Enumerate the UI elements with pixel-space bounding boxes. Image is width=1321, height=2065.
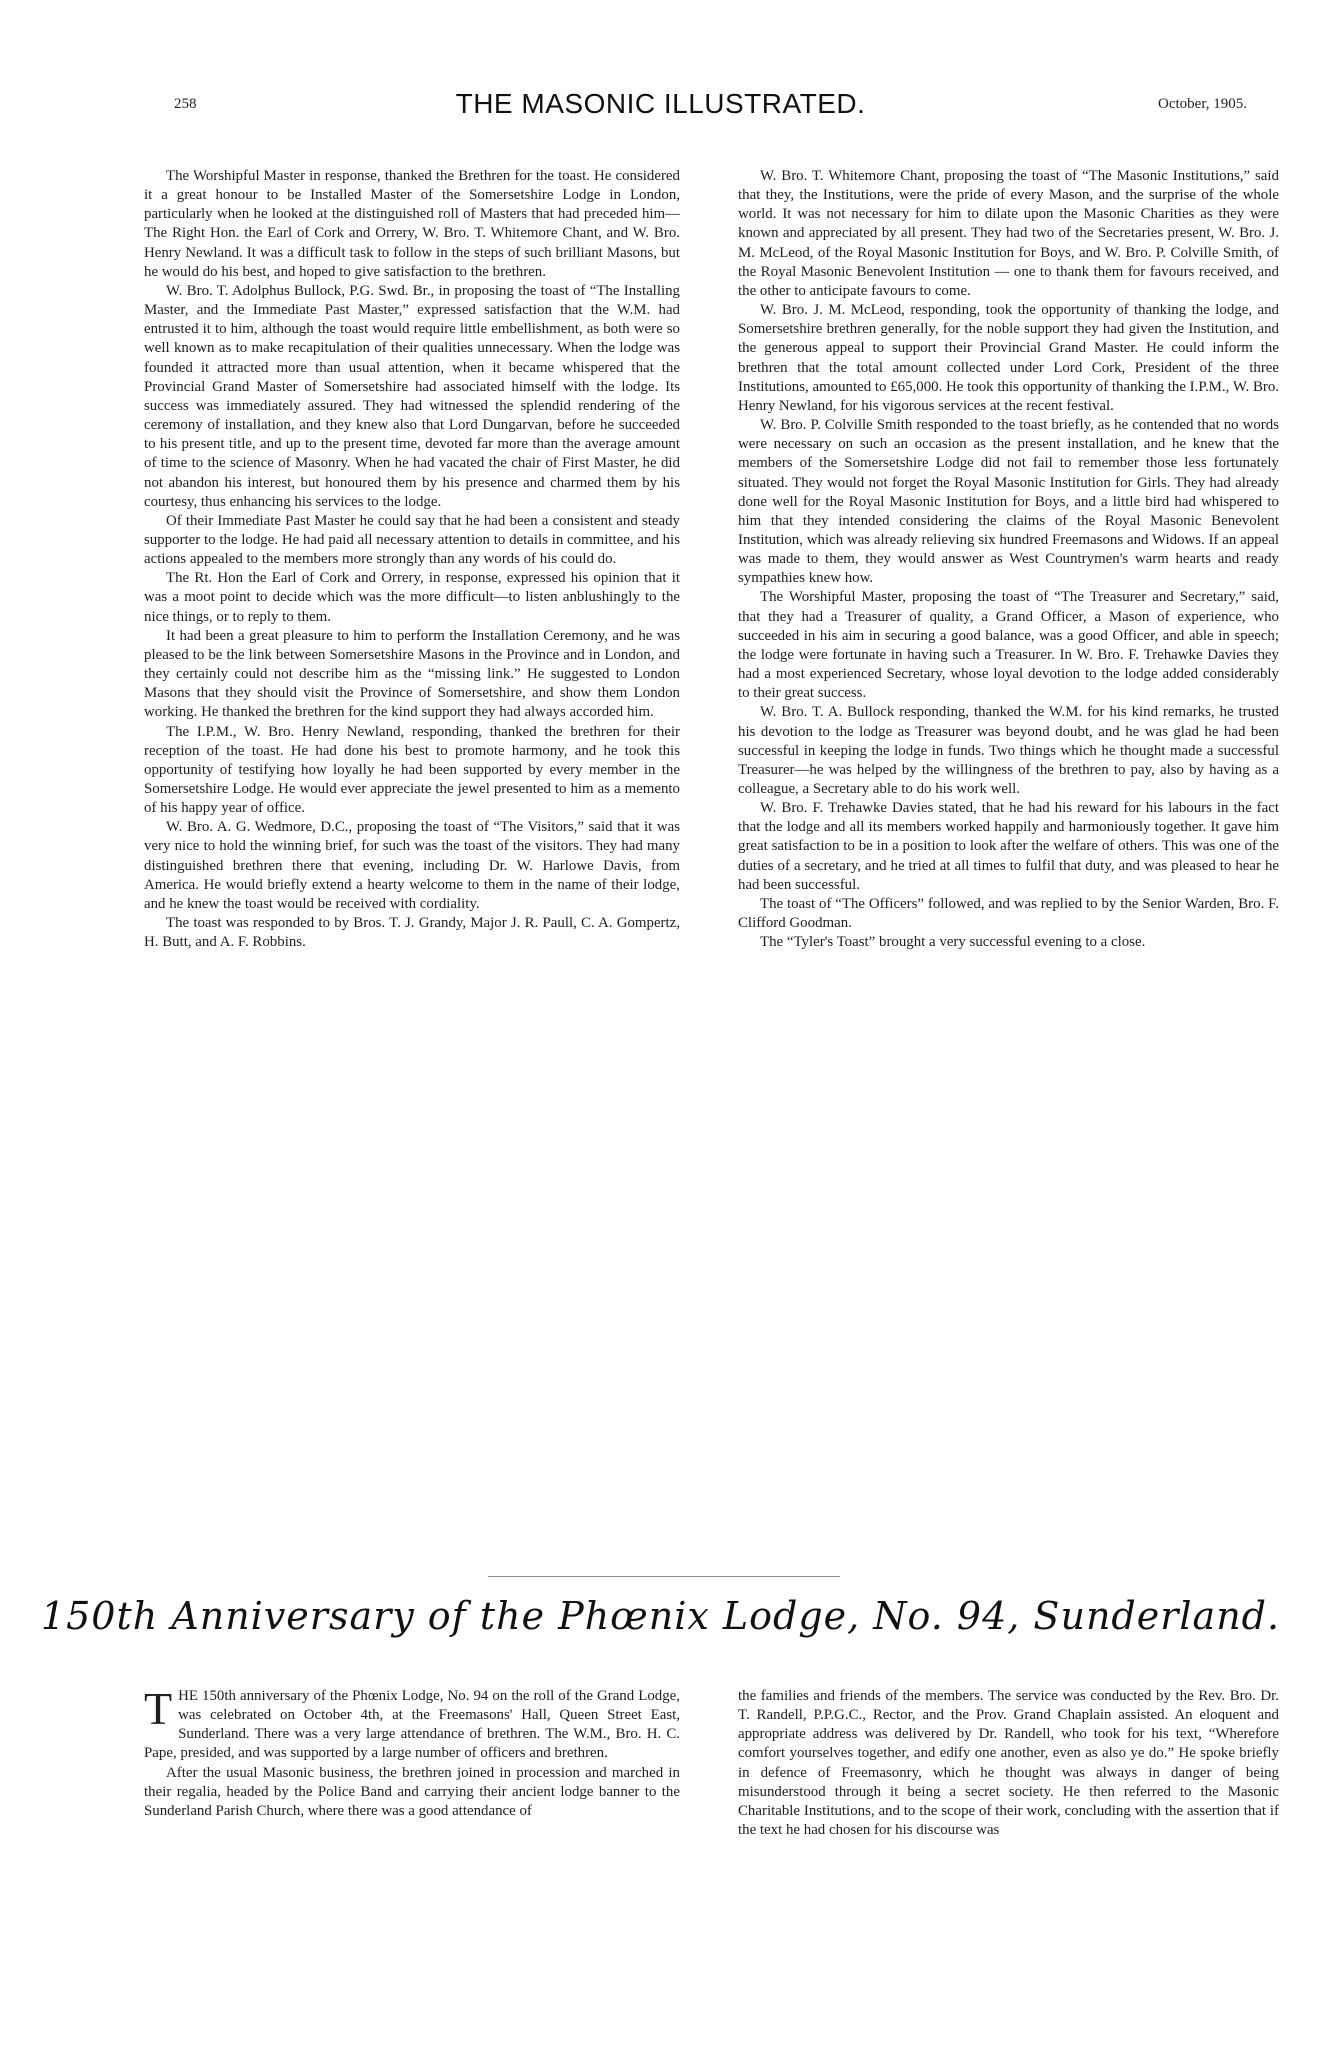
paragraph: The Worshipful Master in response, thanked the Brethren for the toast. He considered it a great honour to be Installed Master of the Somersetshire Lodge in London, particularly when he looked at the distinguished roll of Masters that had preceded him— The Right Hon. the Earl of Cork and Orrery, W. Bro. T. Whitemore Chant, and W. Bro. Henry Newland. It was a difficult task to follow in the steps of such brilliant Masons, but he would do his best, and hoped to give satisfaction to the brethren. [144, 168, 680, 280]
paragraph: the families and friends of the members. The service was conducted by the Rev. Bro. Dr. T. Randell, P.P.G.C., Rector, and the Prov. Grand Chaplain assisted. An eloquent and appropriate address was delivered by Dr. Randell, who took for his text, “Wherefore comfort yourselves together, and edify one another, even as also ye do.” He spoke briefly in defence of Freemasonry, which he thought was always in danger of being misunderstood through it being a secret society. He then referred to the Masonic Charitable Institutions, and to the scope of their work, concluding with the assertion that if the text he had chosen for his discourse was [738, 1688, 1279, 1839]
paragraph: W. Bro. J. M. McLeod, responding, took the opportunity of thanking the lodge, and Somersetshire brethren generally, for the noble support they had given the Institution, and the generous appeal to support their Provincial Grand Master. He could inform the brethren that the total amount collected under Lord Cork, President of the three Institutions, amounted to £65,000. He took this opportunity of thanking the I.P.M., W. Bro. Henry Newland, for his vigorous services at the recent festival. [738, 302, 1280, 414]
paragraph: W. Bro. P. Colville Smith responded to the toast briefly, as he contended that no words were necessary on such an occasion as the present installation, and he knew that the members of the Somersetshire Lodge did not fail to remember those less fortunately situated. They would not forget the Royal Masonic Institution for Girls. They had already done well for the Royal Masonic Institution for Boys, and a little bird had whispered to him that they intended considering the claims of the Royal Masonic Benevolent Institution, which was already relieving six hundred Freemasons and Widows. If an appeal was made to them, they would answer as West Countrymen's warm hearts and ready sympathies knew how. [738, 417, 1279, 587]
section-divider [690, 1576, 840, 1577]
paragraph: The toast of “The Officers” followed, and was replied to by the Senior Warden, Bro. F. Clifford Goodman. [738, 895, 1279, 932]
paragraph: The Rt. Hon the Earl of Cork and Orrery, in response, expressed his opinion that it was a moot point to decide which was the more difficult—to listen anblushingly to the nice things, or to reply to them. [144, 570, 680, 625]
article-heading: 150th Anniversary of the Phœnix Lodge, No. 94, Sunderland. [40, 1594, 1281, 1638]
page-number: 258 [174, 96, 197, 112]
issue-date: October, 1905. [1158, 96, 1247, 112]
paragraph: The I.P.M., W. Bro. Henry Newland, responding, thanked the brethren for their reception of the toast. He had done his best to promote harmony, and he took this opportunity of testifying how loyally he had been supported by every member in the Somersetshire Lodge. He would ever appreciate the jewel presented to him as a memento of his happy year of office. [144, 723, 680, 817]
paragraph: W. Bro. T. Adolphus Bullock, P.G. Swd. Br., in proposing the toast of “The Installing Master, and the Immediate Past Master,” expressed satisfaction that the W.M. had entrusted it to him, although the toast would require little embellishment, as both were so well known as to make recapitulation of their qualities unnecessary. When the lodge was founded it attracted more than usual attention, when it became whispered that the Provincial Grand Master of Somersetshire had associated himself with the lodge. Its success was immediately assured. They had witnessed the splendid rendering of the ceremony of installation, and they knew also that Lord Dungarvan, before he succeeded to his present title, and up to the present time, devoted far more than the average amount of time to the science of Masonry. When he had vacated the chair of First Master, he did not abandon his interest, but honoured them by his presence and charmed them by his courtesy, thus enhancing his services to the lodge. [144, 282, 680, 510]
opening-text: HE 150th anniversary of the Phœnix Lodge, No. 94 on the roll of the Grand Lodge, was celebrated on October 4th, at the Freemasons' Hall, Queen Street East, Sunderland. There was a very large attendance of brethren. The W.M., Bro. H. C. Pape, presided, and was supported by a large number of officers and brethren. [144, 1688, 680, 1762]
publication-title: THE MASONIC ILLUSTRATED. [455, 88, 866, 119]
article-left-column [144, 167, 680, 952]
paragraph: Of their Immediate Past Master he could say that he had been a consistent and steady supporter to the lodge. He had paid all necessary attention to details in committee, and his actions appealed to the members more strongly than any words of his could do. [144, 512, 680, 568]
article-right-column [738, 167, 1279, 952]
paragraph: It had been a great pleasure to him to perform the Installation Ceremony, and he was pleased to be the link between Somersetshire Masons in the Province and in London, and they certainly could not describe him as the “missing link.” He suggested to London Masons that they should visit the Province of Somersetshire, and show them London working. He thanked the brethren for the kind support they had always accorded him. [144, 627, 680, 721]
opening-paragraph [144, 1683, 680, 1764]
paragraph: The Worshipful Master, proposing the toast of “The Treasurer and Secretary,” said, that they had a Treasurer of quality, a Grand Officer, a Mason of experience, who succeeded in his aim in securing a good balance, was a good Officer, and able in speech; the lodge were fortunate in having such a Treasurer. In W. Bro. F. Trehawke Davies they had a most experienced Secretary, whose loyal devotion to the lodge added considerably to their great success. [738, 589, 1279, 702]
paragraph: The “Tyler's Toast” brought a very successful evening to a close. [760, 934, 1146, 951]
article2-left-column [144, 1683, 680, 1821]
paragraph: W. Bro. T. Whitemore Chant, proposing the toast of “The Masonic Institutions,” said that they, the Institutions, were the pride of every Mason, and the surprise of the whole world. It was not necessary for him to dilate upon the Masonic Charities as they were known and appreciated by all present. They had two of the Secretaries present, W. Bro. J. M. McLeod, of the Royal Masonic Institution for Boys, and W. Bro. P. Colville Smith, of the Royal Masonic Benevolent Institution — one to thank them for favours received, and the other to anticipate favours to come. [738, 168, 1279, 299]
paragraph: W. Bro. F. Trehawke Davies stated, that he had his reward for his labours in the fact that the lodge and all its members worked happily and harmoniously together. It gave him great satisfaction to be in a position to look after the welfare of others. This was one of the duties of a secretary, and he tried at all times to fulfil that duty, and was pleased to hear he had been successful. [738, 800, 1279, 893]
paragraph: After the usual Masonic business, the brethren joined in procession and marched in their regalia, headed by the Police Band and carrying their ancient lodge banner to the Sunderland Parish Church, where there was a good attendance of [144, 1764, 680, 1819]
paragraph: W. Bro. A. G. Wedmore, D.C., proposing the toast of “The Visitors,” said that it was very nice to hold the winning brief, for such was the toast of the visitors. They had many distinguished brethren there that evening, including Dr. W. Harlowe Davis, from America. He would briefly extend a hearty welcome to them in the name of their lodge, and he knew the toast would be received with cordiality. [144, 819, 680, 912]
article2-right-column [738, 1687, 1279, 1840]
paragraph: The toast was responded to by Bros. T. J. Grandy, Major J. R. Paull, C. A. Gompertz, H. Butt, and A. F. Robbins. [144, 915, 680, 951]
paragraph: W. Bro. T. A. Bullock responding, thanked the W.M. for his kind remarks, he trusted his devotion to the lodge as Treasurer was beyond doubt, and he was glad he had been successful in keeping the lodge in funds. Two things which he thought made a successful Treasurer—he was helped by the willingness of the brethren to pay, also by having as a colleague, a Secretary able to do his work well. [738, 704, 1279, 797]
drop-cap: T [144, 1683, 173, 1734]
